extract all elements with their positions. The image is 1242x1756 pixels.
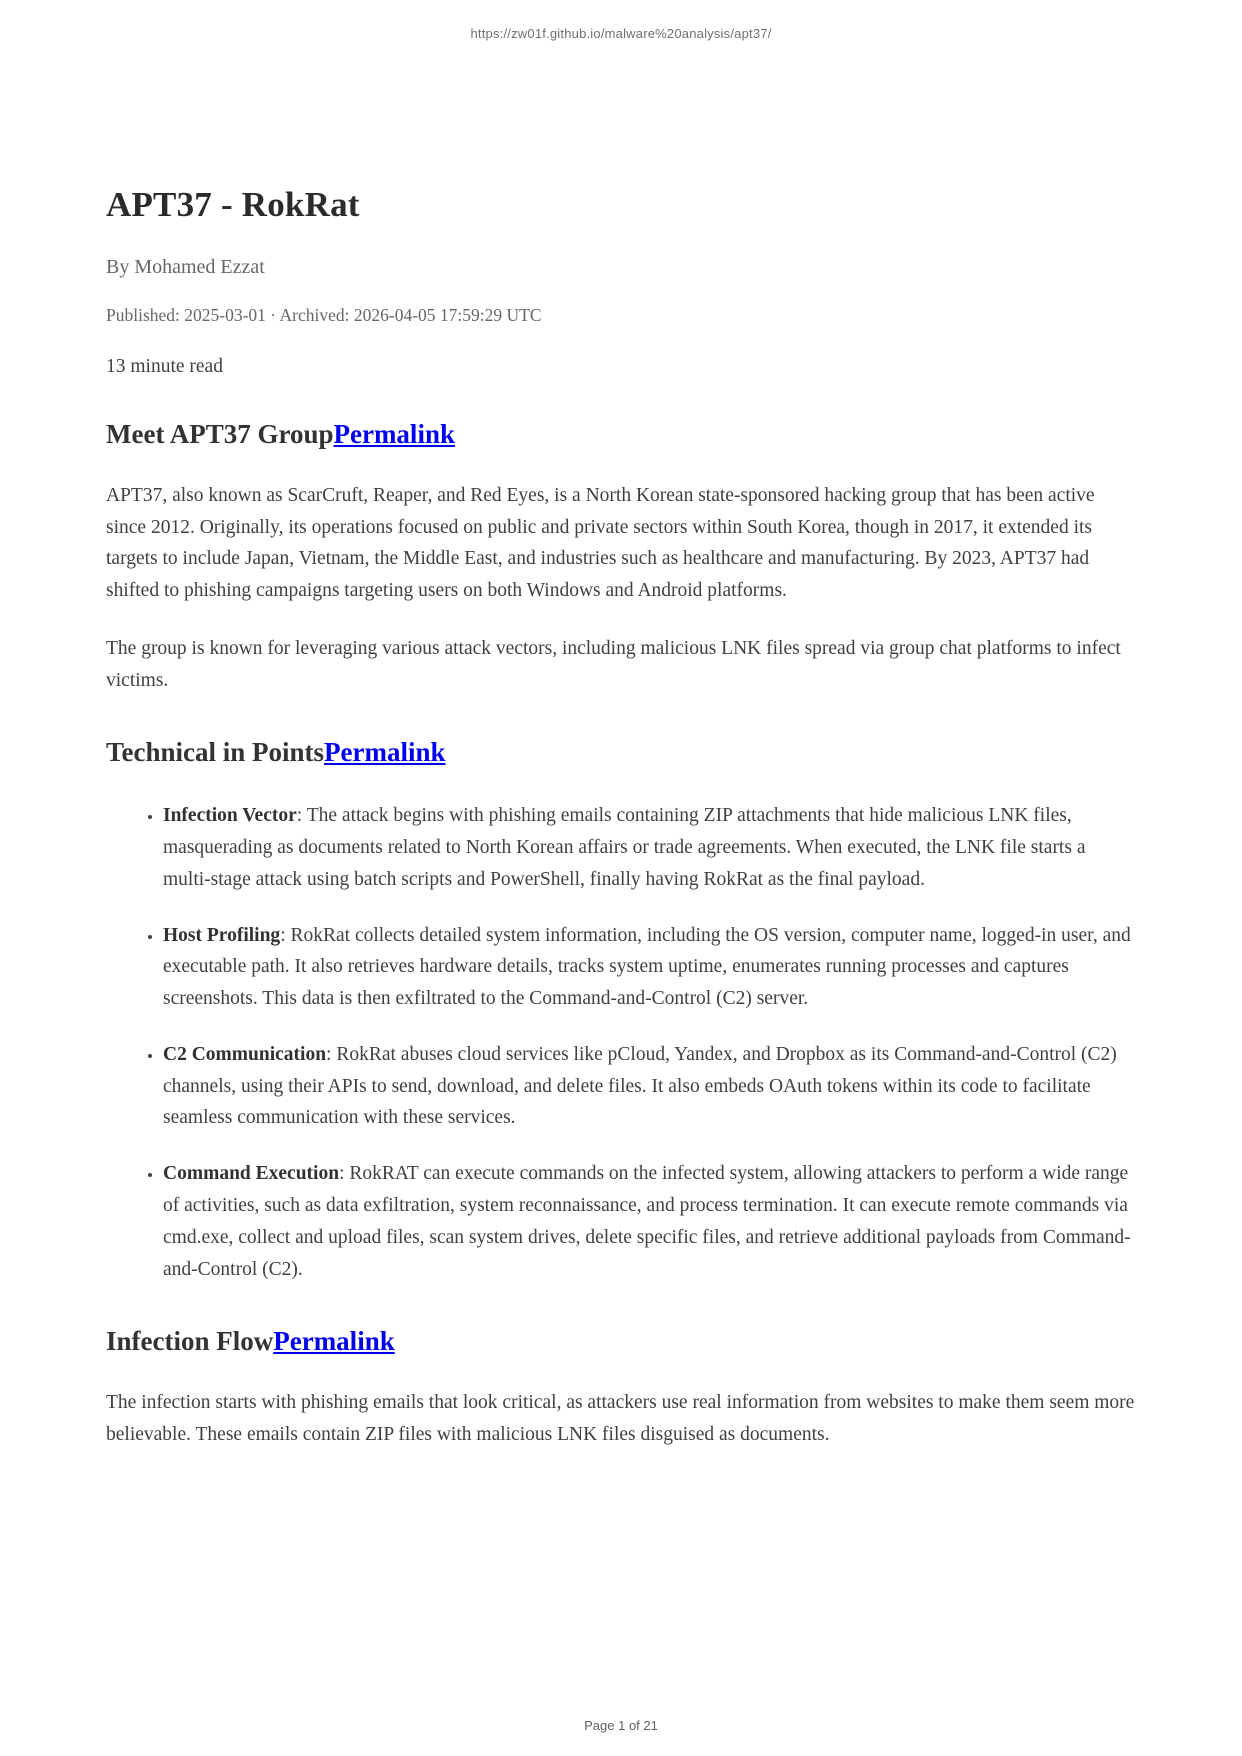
permalink-link-infection-flow[interactable]: Permalink bbox=[273, 1326, 395, 1357]
page-number: Page 1 of 21 bbox=[584, 1718, 658, 1733]
section-heading-technical-in-points bbox=[106, 736, 1136, 770]
section-title: Technical in Points bbox=[106, 737, 325, 768]
list-item-text: : RokRat abuses cloud services like pCloud, Yandex, and Dropbox as its Command-and-Control (C2) channels, using their APIs to send, download, and delete files. It also embeds OAuth tokens within its code to facilitate seamless communication with these services. bbox=[163, 1043, 1117, 1129]
page-title: APT37 - RokRat bbox=[106, 185, 360, 224]
paragraph-infection-flow: The infection starts with phishing emails that look critical, as attackers use real information from websites to make them seem more believable. These emails contain ZIP files with malicious LNK files disguised as documents. bbox=[106, 1392, 1135, 1445]
list-item-c2-communication bbox=[163, 1039, 1136, 1134]
list-item-text: : The attack begins with phishing emails containing ZIP attachments that hide malicious LNK files, masquerading as documents related to North Korean affairs or trade agreements. When executed, the LNK file starts a multi-stage attack using batch scripts and PowerShell, finally having RokRat as the final payload. bbox=[163, 805, 1086, 890]
list-item-text: : RokRAT can execute commands on the infected system, allowing attackers to perform a wide range of activities, such as data exfiltration, system reconnaissance, and process termination. It can execute remote commands via cmd.exe, collect and upload files, scan system drives, delete specific files, and retrieve additional payloads from Command-and-Control (C2). bbox=[163, 1163, 1131, 1280]
list-item-term: Host Profiling bbox=[163, 924, 281, 946]
list-item-command-execution bbox=[163, 1158, 1136, 1285]
list-item-term: C2 Communication bbox=[163, 1043, 327, 1065]
list-item-text: : RokRat collects detailed system information, including the OS version, computer name, logged-in user, and executable path. It also retrieves hardware details, tracks system uptime, enumerates running processes and captures screenshots. This data is then exfiltrated to the Command-and-Control (C2) server. bbox=[163, 924, 1131, 1010]
list-item-infection-vector bbox=[163, 800, 1136, 895]
list-item-term: Command Execution bbox=[163, 1163, 340, 1185]
list-item-host-profiling bbox=[163, 920, 1136, 1015]
section-title: Infection Flow bbox=[106, 1326, 274, 1357]
technical-points-list bbox=[106, 800, 1136, 1285]
print-header-url: https://zw01f.github.io/malware%20analysis/apt37/ bbox=[470, 26, 772, 41]
list-item-term: Infection Vector bbox=[163, 805, 297, 827]
read-time: 13 minute read bbox=[106, 356, 223, 377]
publish-archive-meta: Published: 2025-03-01 · Archived: 2026-04-05 17:59:29 UTC bbox=[106, 305, 542, 325]
permalink-link-technical-in-points[interactable]: Permalink bbox=[324, 737, 446, 768]
permalink-link-meet-apt37-group[interactable]: Permalink bbox=[333, 419, 455, 449]
section-heading-infection-flow bbox=[106, 1325, 1136, 1359]
author-byline: By Mohamed Ezzat bbox=[106, 256, 265, 278]
section-title: Meet APT37 Group bbox=[106, 419, 334, 449]
paragraph-apt37-intro: APT37, also known as ScarCruft, Reaper, and Red Eyes, is a North Korean state-sponsored hacking group that has been active since 2012. Originally, its operations focused on public and private sectors within South Korea, though in 2017, it extended its targets to include Japan, Vietnam, the Middle East, and industries such as healthcare and manufacturing. By 2023, APT37 had shifted to phishing campaigns targeting users on both Windows and Android platforms. bbox=[106, 484, 1095, 602]
article bbox=[106, 0, 1136, 1477]
section-heading-meet-apt37-group bbox=[106, 418, 1136, 452]
paragraph-attack-vectors: The group is known for leveraging various attack vectors, including malicious LNK files spread via group chat platforms to infect victims. bbox=[106, 637, 1121, 691]
